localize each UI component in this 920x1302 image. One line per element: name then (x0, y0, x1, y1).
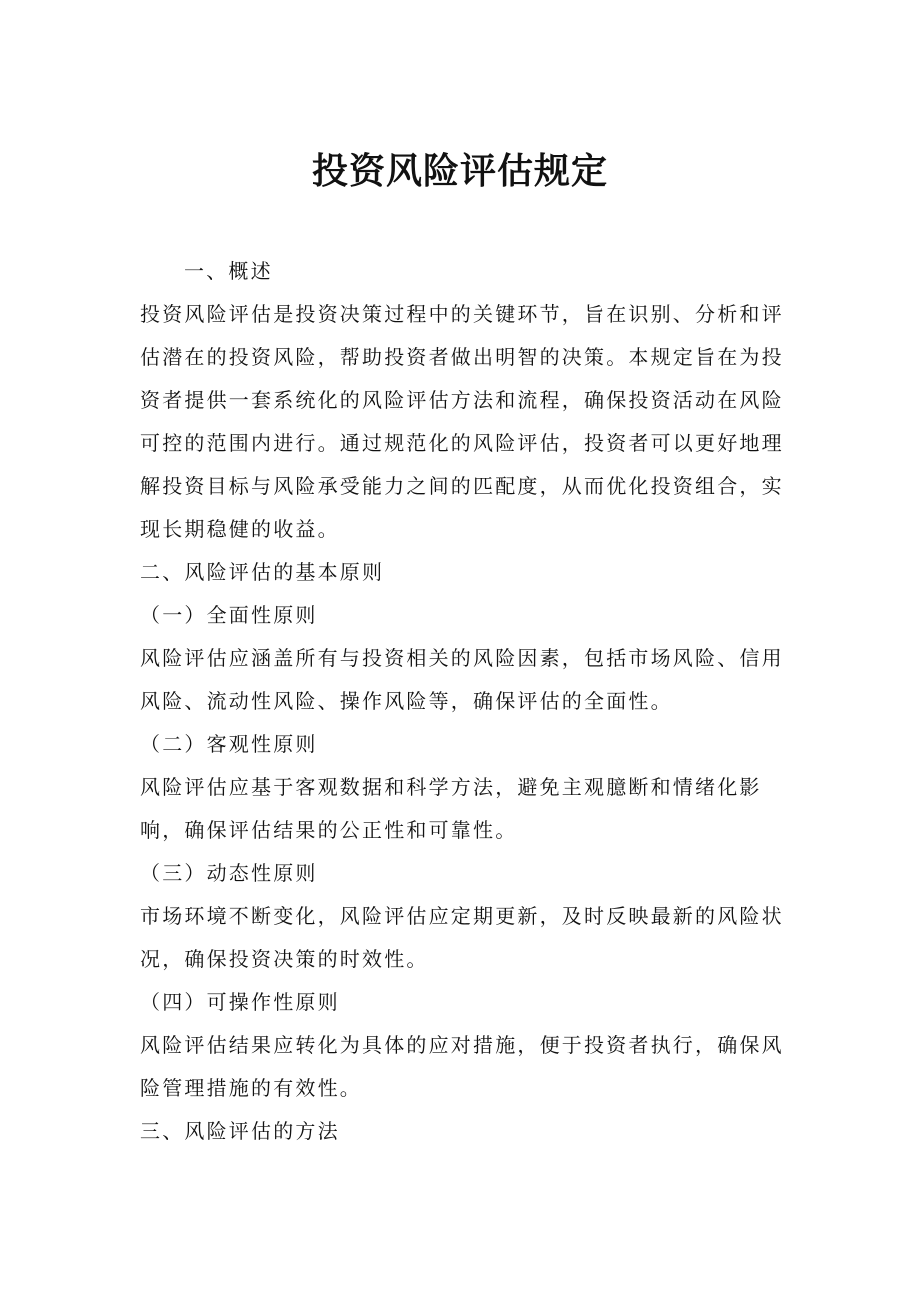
paragraph-line: 响，确保评估结果的公正性和可靠性。 (140, 818, 518, 842)
subheading-dynamic: （三）动态性原则 (140, 861, 318, 885)
overview-paragraph (140, 293, 784, 551)
paragraph-line: 风险评估应基于客观数据和科学方法，避免主观臆断和情绪化影 (140, 775, 762, 799)
objective-paragraph (140, 766, 780, 852)
paragraph-line: 解投资目标与风险承受能力之间的匹配度，从而优化投资组合，实 (140, 474, 784, 498)
subheading-objective: （二）客观性原则 (140, 732, 318, 756)
operability-paragraph (140, 1024, 784, 1110)
paragraph-line: 况，确保投资决策的时效性。 (140, 947, 429, 971)
paragraph-line: 现长期稳健的收益。 (140, 517, 340, 541)
subheading-comprehensive: （一）全面性原则 (140, 603, 318, 627)
paragraph-line: 市场环境不断变化，风险评估应定期更新，及时反映最新的风险状 (140, 904, 784, 928)
comprehensive-paragraph (140, 637, 784, 723)
paragraph-line: 可控的范围内进行。通过规范化的风险评估，投资者可以更好地理 (140, 431, 784, 455)
paragraph-line: 资者提供一套系统化的风险评估方法和流程，确保投资活动在风险 (140, 388, 784, 412)
document-title: 投资风险评估规定 (311, 151, 608, 192)
section-heading-overview: 一、概述 (184, 259, 273, 283)
paragraph-line: 风险评估应涵盖所有与投资相关的风险因素，包括市场风险、信用 (140, 646, 784, 670)
dynamic-paragraph (140, 895, 784, 981)
paragraph-line: 风险评估结果应转化为具体的应对措施，便于投资者执行，确保风 (140, 1033, 784, 1057)
paragraph-line: 投资风险评估是投资决策过程中的关键环节，旨在识别、分析和评 (140, 302, 784, 326)
section-heading-principles: 二、风险评估的基本原则 (140, 560, 385, 584)
paragraph-line: 估潜在的投资风险，帮助投资者做出明智的决策。本规定旨在为投 (140, 345, 784, 369)
document-body (140, 250, 784, 1153)
paragraph-line: 风险、流动性风险、操作风险等，确保评估的全面性。 (140, 689, 673, 713)
subheading-operability: （四）可操作性原则 (140, 990, 340, 1014)
section-heading-methods: 三、风险评估的方法 (140, 1119, 340, 1143)
paragraph-line: 险管理措施的有效性。 (140, 1076, 362, 1100)
